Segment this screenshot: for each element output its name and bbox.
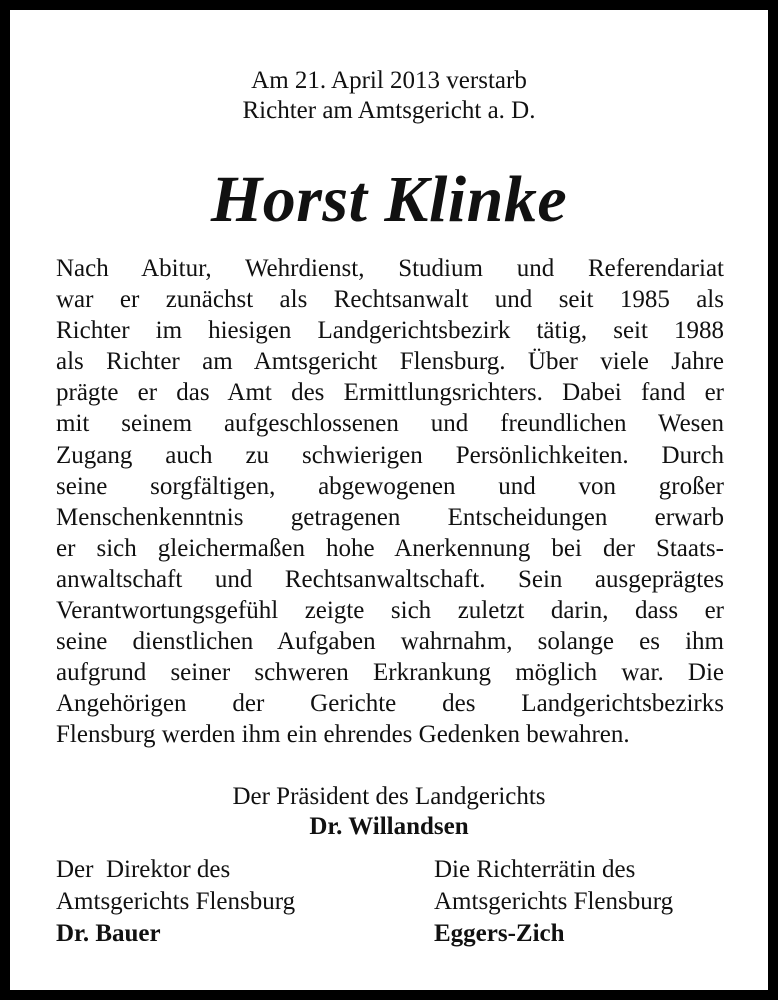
body-line: Menschenkenntnis getragenen Entscheidungen erwarb — [56, 503, 724, 531]
body-line: seine sorgfältigen, abgewogenen und von großer — [56, 472, 724, 500]
body-line: als Richter am Amtsgericht Flensburg. Über viele Jahre — [56, 348, 724, 376]
body-line: mit seinem aufgeschlossenen und freundlichen Wesen — [56, 410, 724, 438]
director-signature — [56, 854, 295, 950]
notice-body — [56, 253, 724, 751]
body-line: prägte er das Amt des Ermittlungsrichters. Dabei fand er — [56, 379, 724, 407]
intro-title-line: Richter am Amtsgericht a. D. — [242, 97, 536, 124]
body-line: war er zunächst als Rechtsanwalt und seit 1985 als — [56, 286, 724, 314]
president-name: Dr. Willandsen — [309, 813, 469, 840]
judge-name: Eggers-Zich — [434, 920, 565, 947]
body-line: aufgrund seiner schweren Erkrankung möglich war. Die — [56, 659, 724, 687]
director-title-2: Amtsgerichts Flensburg — [56, 888, 296, 915]
intro-date-line: Am 21. April 2013 verstarb — [251, 67, 527, 94]
intro — [0, 66, 778, 126]
body-line: Nach Abitur, Wehrdienst, Studium und Referendariat — [56, 255, 724, 282]
deceased-name: Horst Klinke — [210, 163, 568, 236]
body-line: anwaltschaft und Rechtsanwaltschaft. Sein ausgeprägtes — [56, 565, 724, 593]
judge-signature — [434, 854, 673, 950]
president-title: Der Präsident des Landgerichts — [232, 783, 546, 810]
body-line: Richter im hiesigen Landgerichtsbezirk tätig, seit 1988 — [56, 317, 724, 345]
judge-title-1: Die Richterrätin des — [434, 856, 636, 883]
body-line: er sich gleichermaßen hohe Anerkennung bei der Staats- — [56, 534, 724, 562]
judge-title-2: Amtsgerichts Flensburg — [434, 888, 674, 915]
body-line: seine dienstlichen Aufgaben wahrnahm, solange es ihm — [56, 628, 724, 656]
body-line: Angehörigen der Gerichte des Landgerichtsbezirks — [56, 690, 724, 718]
body-line: Zugang auch zu schwierigen Persönlichkeiten. Durch — [56, 441, 724, 469]
president-signature — [0, 782, 778, 842]
director-name: Dr. Bauer — [56, 920, 161, 947]
director-title-1: Der Direktor des — [56, 856, 231, 883]
body-line: Flensburg werden ihm ein ehrendes Gedenken bewahren. — [56, 721, 630, 749]
body-line: Verantwortungsgefühl zeigte sich zuletzt darin, dass er — [56, 597, 724, 625]
